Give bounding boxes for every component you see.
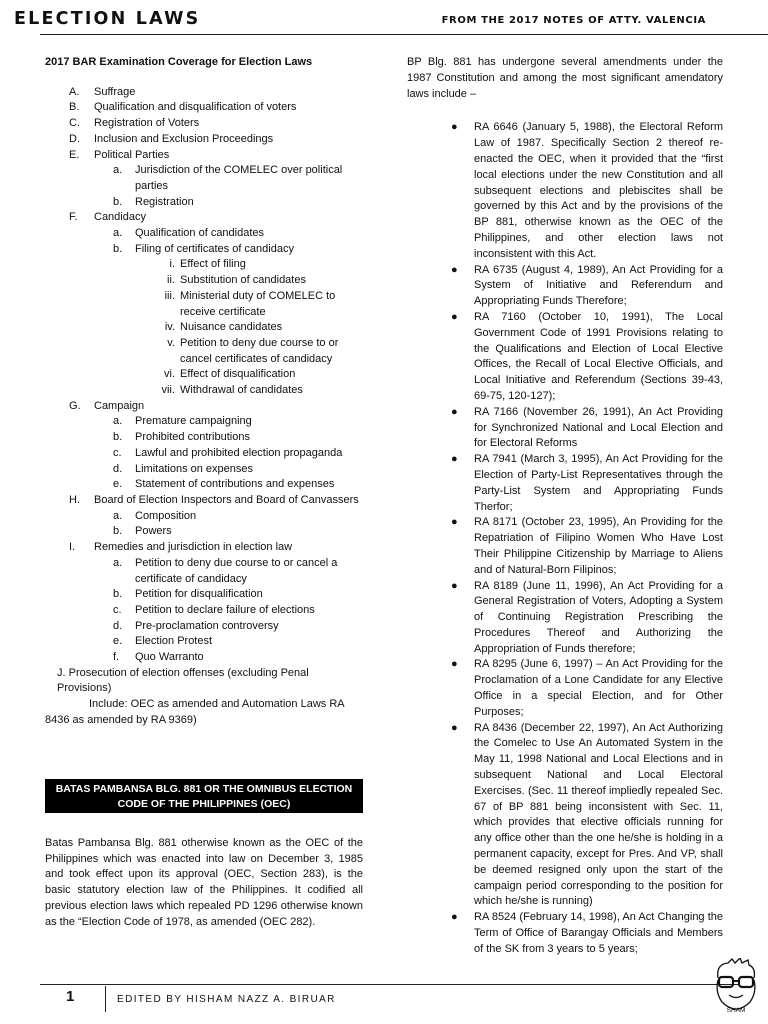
outline-marker: ii.	[167, 274, 175, 287]
outline-item	[45, 148, 363, 164]
outline-marker: C.	[69, 117, 80, 130]
outline-marker: vi.	[164, 368, 175, 381]
bullet-icon: ●	[451, 453, 458, 466]
outline-marker: e.	[113, 635, 123, 648]
outline-marker: d.	[113, 462, 123, 475]
outline-text: Ministerial duty of COMELEC to receive certificate	[180, 289, 336, 318]
law-text: RA 7160 (October 10, 1991), The Local Government Code of 1991 Provisions relating to the Qualifications and Election of Local Elective Offices, the Recall of Local Elective Officials, and Local Initiative and Referendum (Sections 39-43, 69-75, 120-127);	[474, 310, 723, 402]
outline-text: Board of Election Inspectors and Board of Canvassers	[94, 493, 359, 506]
outline-marker: c.	[113, 446, 122, 459]
outline-text: Filing of certificates of candidacy	[135, 242, 294, 255]
outline-item	[45, 320, 363, 336]
outline-text: Effect of filing	[180, 258, 246, 271]
outline-item	[45, 430, 363, 446]
bullet-icon: ●	[451, 721, 458, 734]
outline-marker: I.	[69, 541, 76, 554]
page-footer	[40, 984, 768, 1024]
law-text: RA 6646 (January 5, 1988), the Electoral Reform Law of 1987. Specifically Section 2 thereof re-enacted the OEC, when it provided that the “first local elections under the new Constitution and all subsequent elections and plebiscites shall be governed by this Act and by the provisions of the BP 881, otherwise known as the OEC of the Philippines, and other election laws not inconsistent with this Act.	[474, 121, 723, 260]
law-text: RA 8189 (June 11, 1996), An Act Providing for a General Registration of Voters, Adopting a System of Continuing Registration Prescribing the Procedures Thereof and Authorizing the Appropriation of Funds therefore;	[474, 579, 723, 655]
outline-item	[45, 226, 363, 242]
outline-text: Qualification of candidates	[135, 227, 265, 240]
outline-item	[45, 257, 363, 273]
header-title: ELECTION LAWS	[14, 9, 201, 29]
outline-text: Candidacy	[94, 211, 146, 224]
outline-item	[45, 163, 363, 194]
outline-item	[45, 85, 363, 101]
outline-text: Petition to declare failure of elections	[135, 603, 315, 616]
outline-marker: E.	[69, 148, 80, 161]
bullet-icon: ●	[451, 121, 458, 134]
outline-item	[45, 509, 363, 525]
outline-text: Composition	[135, 509, 197, 522]
bullet-icon: ●	[451, 263, 458, 276]
outline-item	[45, 132, 363, 148]
header-source: FROM THE 2017 NOTES OF ATTY. VALENCIA	[441, 15, 706, 26]
outline-marker: iv.	[164, 321, 175, 334]
law-text: RA 8524 (February 14, 1998), An Act Changing the Term of Office of Barangay Officials and Members of the SK from 3 years to 5 years;	[474, 911, 723, 955]
outline-item	[45, 446, 363, 462]
law-text: RA 8171 (October 23, 1995), An Providing for the Repatriation of Filipino Women Who Have Lost Their Philippine Citizenship by Marriage to Aliens and of Natural-Born Filipinos;	[474, 516, 723, 576]
law-list-item	[407, 721, 723, 911]
law-list-item	[407, 120, 723, 262]
outline-marker: b.	[113, 431, 123, 444]
bullet-icon: ●	[451, 516, 458, 529]
outline-item	[45, 634, 363, 650]
author-mascot-icon	[712, 958, 760, 1018]
outline-text: Limitations on expenses	[135, 462, 254, 475]
header-rule	[40, 34, 768, 35]
outline-text: Statement of contributions and expenses	[135, 478, 335, 491]
outline-text: Campaign	[94, 399, 145, 412]
outline-marker: vii.	[161, 384, 175, 397]
outline-item	[45, 603, 363, 619]
outline-marker: B.	[69, 101, 80, 114]
outline-marker: f.	[113, 651, 120, 664]
editor-credit: EDITED BY HISHAM NAZZ A. BIRUAR	[117, 994, 336, 1005]
oec-banner: BATAS PAMBANSA BLG. 881 OR THE OMNIBUS ELECTION CODE OF THE PHILIPPINES (OEC)	[45, 779, 363, 813]
law-list-item	[407, 910, 723, 957]
outline-item	[45, 289, 363, 320]
outline-marker: c.	[113, 603, 122, 616]
outline-marker: H.	[69, 493, 80, 506]
outline-item-j: J. Prosecution of election offenses (excluding Penal Provisions)	[57, 666, 309, 695]
bullet-icon: ●	[451, 579, 458, 592]
outline-marker: a.	[113, 556, 123, 569]
coverage-outline	[45, 85, 363, 666]
law-list-item	[407, 310, 723, 405]
outline-marker: A.	[69, 85, 80, 98]
outline-marker: G.	[69, 399, 81, 412]
outline-text: Prohibited contributions	[135, 431, 250, 444]
law-text: RA 8436 (December 22, 1997), An Act Authorizing the Comelec to Use An Automated System in the May 11, 1998 National and Local Elections and in subsequent National and Local Electoral Exercises. (Sec. 11 thereof impliedly repealed Sec. 67 of BP 881 being inconsistent with Sec. 11, which provides that elective officials running for any office other than the one he/she is holding in a permanent capacity, except for Pres. And VP, shall be deemed resigned only upon the start of the campaign period corresponding to the position for which he/she is running)	[474, 721, 723, 908]
outline-item	[45, 367, 363, 383]
bullet-icon: ●	[451, 911, 458, 924]
outline-item	[45, 477, 363, 493]
outline-marker: a.	[113, 164, 123, 177]
outline-marker: iii.	[164, 289, 175, 302]
outline-item	[45, 242, 363, 258]
left-column	[45, 55, 363, 729]
outline-text: Political Parties	[94, 148, 170, 161]
page-header	[0, 0, 768, 40]
outline-text: Election Protest	[135, 635, 213, 648]
outline-item	[45, 210, 363, 226]
outline-item	[45, 540, 363, 556]
law-text: RA 8295 (June 6, 1997) – An Act Providing for the Proclamation of a Lone Candidate for any Elective Office in a special Election, and for Other Purposes;	[474, 658, 723, 718]
outline-item	[45, 619, 363, 635]
include-note: Include: OEC as amended and Automation Laws RA 8436 as amended by RA 9369)	[45, 698, 344, 726]
bullet-icon: ●	[451, 310, 458, 323]
outline-text: Withdrawal of candidates	[180, 384, 303, 397]
outline-marker: d.	[113, 619, 123, 632]
outline-marker: b.	[113, 242, 123, 255]
outline-text: Premature campaigning	[135, 415, 252, 428]
outline-text: Quo Warranto	[135, 651, 204, 664]
law-list-item	[407, 405, 723, 452]
outline-item	[45, 493, 363, 509]
footer-rule	[40, 984, 740, 985]
outline-text: Lawful and prohibited election propaganda	[135, 446, 343, 459]
outline-item	[45, 195, 363, 211]
outline-marker: b.	[113, 195, 123, 208]
mascot-label: SHAM	[726, 1007, 746, 1014]
outline-item	[45, 100, 363, 116]
outline-text: Remedies and jurisdiction in election law	[94, 541, 293, 554]
outline-text: Powers	[135, 525, 172, 538]
outline-marker: e.	[113, 478, 123, 491]
law-list-item	[407, 452, 723, 515]
outline-text: Effect of disqualification	[180, 368, 296, 381]
law-list-item	[407, 515, 723, 578]
law-text: RA 7166 (November 26, 1991), An Act Providing for Synchronized National and Local Election and for Electoral Reforms	[474, 405, 723, 450]
bullet-icon: ●	[451, 658, 458, 671]
outline-text: Registration of Voters	[94, 117, 200, 130]
outline-text: Petition to deny due course to or cancel a certificate of candidacy	[135, 556, 338, 585]
outline-item	[45, 399, 363, 415]
law-text: RA 6735 (August 4, 1989), An Act Providing for a System of Initiative and Referendum and Appropriating Funds Therefore;	[474, 263, 723, 308]
right-column	[407, 55, 723, 958]
outline-item	[45, 587, 363, 603]
outline-text: Suffrage	[94, 85, 136, 98]
outline-item	[45, 116, 363, 132]
amendments-intro: BP Blg. 881 has undergone several amendments under the 1987 Constitution and among the most significant amendatory laws include –	[407, 56, 723, 100]
outline-text: Jurisdiction of the COMELEC over political parties	[135, 164, 343, 192]
outline-text: Substitution of candidates	[180, 274, 306, 287]
outline-item	[45, 462, 363, 478]
page-number: 1	[66, 988, 75, 1005]
oec-intro-paragraph: Batas Pambansa Blg. 881 otherwise known as the OEC of the Philippines which was enacted into law on December 3, 1985 and took effect upon its approval (OEC, Section 283), is the basic statutory election law of the Philippines. It codified all previous election laws which repealed PD 1296 otherwise known as the “Election Code of 1978, as amended (OEC 282).	[45, 837, 363, 928]
outline-marker: i.	[169, 258, 175, 271]
coverage-title: 2017 BAR Examination Coverage for Election Laws	[45, 56, 313, 68]
footer-divider	[105, 986, 106, 1012]
law-list-item	[407, 657, 723, 720]
outline-marker: b.	[113, 588, 123, 601]
law-list-item	[407, 263, 723, 310]
outline-text: Petition to deny due course to or cancel certificates of candidacy	[180, 336, 339, 365]
outline-marker: D.	[69, 132, 80, 145]
outline-text: Registration	[135, 195, 194, 208]
outline-text: Petition for disqualification	[135, 588, 263, 601]
outline-text: Inclusion and Exclusion Proceedings	[94, 132, 274, 145]
outline-marker: a.	[113, 415, 123, 428]
outline-marker: v.	[167, 336, 175, 349]
outline-item	[45, 556, 363, 587]
outline-item	[45, 414, 363, 430]
outline-text: Qualification and disqualification of voters	[94, 101, 297, 114]
outline-item	[45, 650, 363, 666]
law-text: RA 7941 (March 3, 1995), An Act Providing for the Election of Party-List Representatives through the Party-List System and Appropriating Funds Therfor;	[474, 453, 723, 513]
outline-marker: a.	[113, 509, 123, 522]
outline-item	[45, 336, 363, 367]
bullet-icon: ●	[451, 405, 458, 418]
outline-item	[45, 273, 363, 289]
outline-marker: a.	[113, 227, 123, 240]
amendatory-laws-list	[407, 120, 723, 957]
outline-marker: b.	[113, 525, 123, 538]
outline-item	[45, 383, 363, 399]
outline-item	[45, 524, 363, 540]
outline-text: Pre-proclamation controversy	[135, 619, 279, 632]
outline-marker: F.	[69, 211, 78, 224]
outline-text: Nuisance candidates	[180, 321, 283, 334]
law-list-item	[407, 579, 723, 658]
